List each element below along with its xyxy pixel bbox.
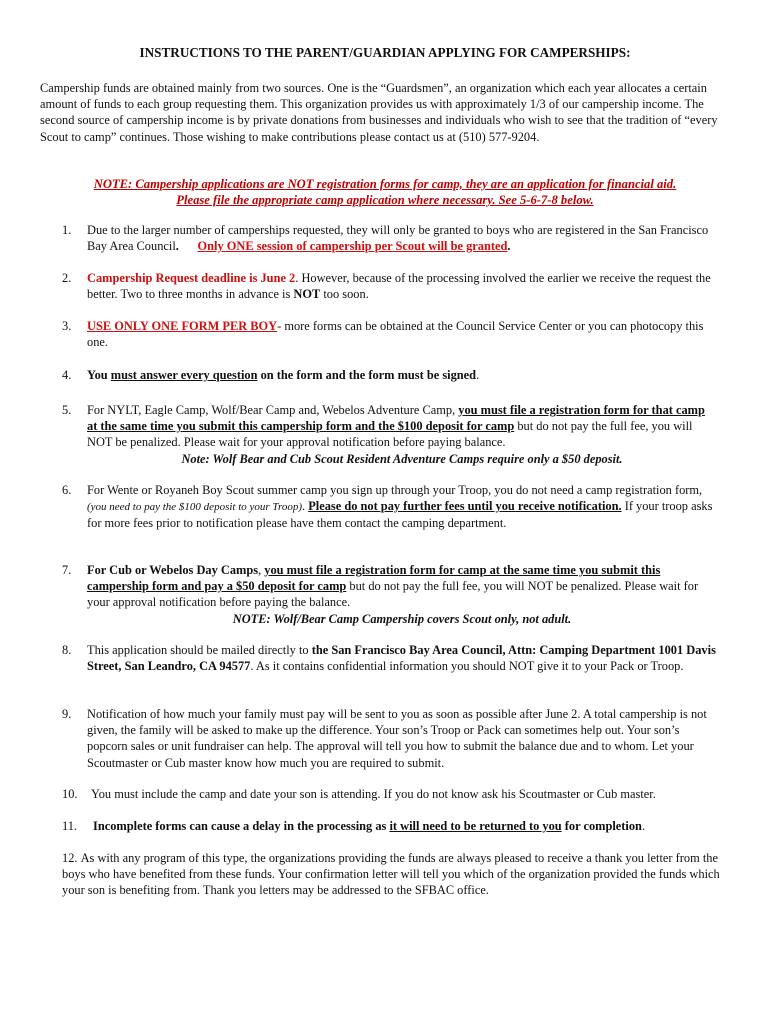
note-line-2: Please file the appropriate camp application where necessary. See 5-6-7-8 below. bbox=[176, 193, 594, 208]
item-text bbox=[87, 482, 717, 532]
item-text-part: Please do not pay further fees until you receive notification. bbox=[308, 499, 622, 514]
item-number: 8. bbox=[62, 643, 72, 657]
item-text-part: . bbox=[476, 368, 480, 382]
item-text-part: for completion bbox=[561, 819, 642, 833]
item-text-part: (you need to pay the $100 deposit to your Troop) bbox=[87, 501, 302, 514]
document-title: INSTRUCTIONS TO THE PARENT/GUARDIAN APPLYING FOR CAMPERSHIPS: bbox=[139, 45, 631, 60]
campership-note: NOTE: Wolf/Bear Camp Campership covers Scout only, not adult. bbox=[232, 611, 572, 626]
item-text-part: too soon. bbox=[320, 287, 369, 302]
item-text-part: This application should be mailed directly to bbox=[87, 643, 312, 657]
instruction-item-12 bbox=[62, 850, 722, 899]
item-text-part: NOT bbox=[293, 287, 321, 302]
deadline-text: Campership Request deadline is June 2 bbox=[87, 271, 296, 285]
item-number: 7. bbox=[62, 563, 72, 577]
item-text bbox=[87, 222, 717, 254]
item-text-part: you must file a registration form for camp at the same time you submit this campership form and pay a $50 deposit for camp bbox=[87, 563, 661, 594]
item-text: Notification of how much your family must pay will be sent to you as soon as possible after June 2. A total campership is not given, the family will be asked to make up the difference. Your son’s Troop or Pack can sometimes help out. Your son’s popcorn sales or unit fundraiser can help. The approval will tell you how to submit the balance due and to whom. Let your Scoutmaster or Cub master know how much you are required to submit. bbox=[87, 707, 707, 770]
item-text bbox=[87, 367, 717, 383]
intro-paragraph: Campership funds are obtained mainly from two sources. One is the “Guardsmen”, an organization which each year allocates a certain amount of funds to each group requesting them. This organization provides us with approximately 1/3 of our campership income. The second source of campership income is by private donations from businesses and individuals who wish to see that the tradition of “every Scout to camp” continues. Those wishing to make contributions please contact us at (510) 577-9204. bbox=[40, 81, 718, 144]
one-session-warning: Only ONE session of campership per Scout will be granted bbox=[197, 239, 508, 254]
item-text: You must include the camp and date your son is attending. If you do not know ask his Scoutmaster or Cub master. bbox=[91, 787, 656, 801]
item-text-part: . bbox=[507, 239, 511, 254]
item-number: 5. bbox=[62, 403, 72, 417]
item-text bbox=[87, 562, 717, 627]
item-text-part: - more forms can be obtained at the Council Service Center or you can photocopy this one. bbox=[87, 319, 704, 350]
note-line-1: NOTE: Campership applications are NOT registration forms for camp, they are an application for financial aid. bbox=[93, 177, 677, 191]
item-text-part: . However, because of the processing involved the earlier we receive the request the better. Two to three months in advance is bbox=[87, 271, 711, 302]
item-text-part: You bbox=[87, 368, 111, 382]
item-text: As with any program of this type, the organizations providing the funds are always pleased to receive a thank you letter from the boys who have benefited from these funds. Your confirmation letter will tell you which of the organization provided the funds which your son is benefiting from. Thank you letters may be addressed to the SFBAC office. bbox=[62, 851, 720, 898]
item-text-part: . bbox=[641, 819, 646, 833]
item-text-part: Due to the larger number of camperships requested, they will only be granted to boys who are registered in the San Francisco Bay Area Council bbox=[87, 223, 709, 254]
item-text-part: For Cub or Webelos Day Camps bbox=[87, 563, 259, 577]
item-text-part: For NYLT, Eagle Camp, Wolf/Bear Camp and, Webelos Adventure Camp, bbox=[87, 403, 459, 417]
item-text-part: , bbox=[258, 563, 265, 577]
item-text-part: If your troop asks for more fees prior to notification please have them contact the camping department. bbox=[87, 499, 713, 531]
item-text-part: Incomplete forms can cause a delay in the processing as bbox=[93, 819, 390, 833]
item-text-part: but do not pay the full fee, you will NOT be penalized. Please wait for your approval notification before paying balance. bbox=[87, 419, 693, 450]
item-text bbox=[87, 270, 717, 302]
item-text bbox=[87, 642, 717, 674]
one-form-warning: USE ONLY ONE FORM PER BOY bbox=[87, 319, 278, 333]
mailing-address: the San Francisco Bay Area Council, Attn: Camping Department 1001 Davis Street, San Leandro, CA 94577 bbox=[87, 643, 716, 674]
item-number: 4. bbox=[62, 368, 72, 382]
item-text-part: it will need to be returned to you bbox=[389, 819, 562, 833]
item-number: 11. bbox=[62, 819, 78, 833]
item-number: 10. bbox=[62, 787, 78, 801]
item-text-part: . As it contains confidential information you should NOT give it to your Pack or Troop. bbox=[250, 659, 684, 674]
item-text-part: . bbox=[301, 499, 309, 514]
item-text bbox=[87, 402, 717, 467]
item-number: 1. bbox=[62, 223, 72, 237]
item-number: 9. bbox=[62, 707, 72, 721]
item-number: 2. bbox=[62, 271, 72, 285]
item-text-part: . bbox=[175, 239, 179, 254]
item-text bbox=[93, 818, 723, 834]
item-text-part: must answer every question bbox=[110, 368, 258, 382]
item-number: 6. bbox=[62, 483, 72, 497]
item-number: 12. bbox=[62, 851, 78, 865]
item-text-part: For Wente or Royaneh Boy Scout summer camp you sign up through your Troop, you do not need a camp registration form, bbox=[87, 483, 703, 497]
financial-aid-note bbox=[40, 176, 730, 208]
item-text-part: on the form and the form must be signed bbox=[257, 368, 477, 382]
item-text-part: but do not pay the full fee, you will NOT be penalized. Please wait for your approval notification before paying the balance. bbox=[87, 579, 699, 610]
item-number: 3. bbox=[62, 319, 72, 333]
item-text bbox=[87, 318, 717, 350]
deposit-note: Note: Wolf Bear and Cub Scout Resident Adventure Camps require only a $50 deposit. bbox=[181, 451, 623, 466]
item-text-part: you must file a registration form for that camp at the same time you submit this campership form and the $100 deposit for camp bbox=[87, 403, 705, 434]
